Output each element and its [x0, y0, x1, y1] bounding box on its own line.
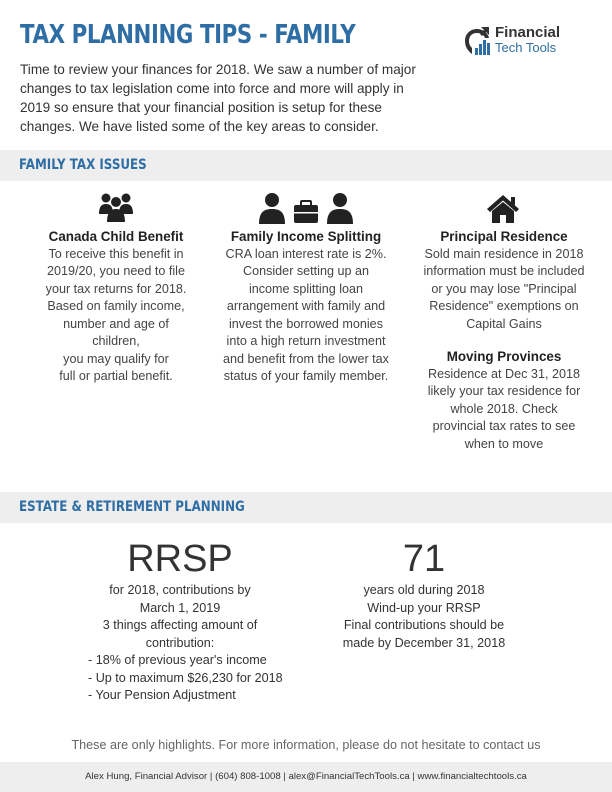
people-briefcase-icon — [258, 192, 354, 224]
company-logo — [462, 24, 582, 60]
splitting-line: into a high return investment — [226, 334, 386, 348]
closing-note: These are only highlights. For more information, please do not hesitate to contact us — [71, 738, 541, 752]
section-title-estate: ESTATE & RETIREMENT PLANNING — [19, 499, 245, 515]
brain-bars-logo-icon — [462, 26, 492, 58]
benefit-line: full or partial benefit. — [59, 369, 173, 383]
family-group-icon — [98, 192, 134, 222]
section-title-family: FAMILY TAX ISSUES — [19, 157, 147, 173]
section-header-family — [0, 150, 612, 181]
family-income-splitting-block — [212, 228, 400, 386]
rrsp-factor-list — [88, 652, 283, 705]
moving-line: provincial tax rates to see — [432, 419, 576, 433]
list-item: - Up to maximum $26,230 for 2018 — [88, 670, 283, 685]
rrsp-line: 3 things affecting amount of — [102, 618, 258, 632]
residence-line: information must be included — [423, 264, 585, 278]
principal-residence-title: Principal Residence — [440, 229, 568, 244]
rrsp-line: contribution: — [145, 635, 215, 650]
splitting-line: CRA loan interest rate is 2%. — [225, 246, 387, 261]
canada-child-benefit-title: Canada Child Benefit — [48, 229, 184, 244]
residence-line: or you may lose "Principal — [431, 281, 577, 296]
age-line: made by December 31, 2018 — [342, 635, 506, 650]
residence-line: Capital Gains — [466, 316, 542, 331]
residence-line: Residence" exemptions on — [429, 299, 579, 313]
moving-line: whole 2018. Check — [450, 401, 558, 416]
residence-line: Sold main residence in 2018 — [424, 246, 584, 261]
moving-provinces-block — [420, 348, 588, 453]
splitting-line: income splitting loan — [248, 281, 364, 296]
age-line: Final contributions should be — [343, 618, 505, 632]
benefit-line: children, — [92, 334, 140, 348]
age-headline: 71 — [402, 538, 446, 580]
splitting-line: invest the borrowed monies — [228, 316, 383, 331]
list-item: - Your Pension Adjustment — [88, 688, 236, 702]
benefit-line: Based on family income, — [47, 299, 185, 313]
benefit-line: you may qualify for — [63, 351, 169, 366]
list-item: - 18% of previous year's income — [88, 653, 267, 667]
rrsp-details — [80, 582, 280, 652]
moving-provinces-title: Moving Provinces — [446, 349, 562, 364]
section-header-estate — [0, 492, 612, 523]
moving-line: when to move — [464, 436, 544, 451]
rrsp-line: March 1, 2019 — [139, 600, 221, 615]
rrsp-headline: RRSP — [127, 538, 233, 580]
rrsp-line: for 2018, contributions by — [109, 583, 251, 597]
moving-line: Residence at Dec 31, 2018 — [428, 366, 580, 381]
splitting-line: and benefit from the lower tax — [223, 351, 389, 366]
income-splitting-title: Family Income Splitting — [230, 229, 382, 244]
benefit-line: To receive this benefit in — [48, 246, 184, 261]
intro-paragraph: Time to review your finances for 2018. We saw a number of major changes to tax legislation come into force and more will apply in 2019 so ensure that your financial position is setup for these changes. We have listed some of the key areas to consider. — [20, 62, 416, 134]
age-details — [324, 582, 524, 652]
logo-text-financial: Financial — [495, 24, 561, 41]
splitting-line: arrangement with family and — [226, 299, 386, 313]
splitting-line: Consider setting up an — [242, 264, 370, 278]
principal-residence-block — [420, 228, 588, 333]
logo-text-tech-tools: Tech Tools — [495, 40, 557, 55]
benefit-line: number and age of — [63, 316, 169, 331]
canada-child-benefit-block — [30, 228, 202, 386]
age-line: Wind-up your RRSP — [367, 600, 481, 615]
moving-line: likely your tax residence for — [427, 384, 581, 398]
splitting-line: status of your family member. — [223, 369, 389, 383]
page-title: TAX PLANNING TIPS - FAMILY — [20, 20, 356, 50]
age-line: years old during 2018 — [363, 583, 485, 597]
footer-contact: Alex Hung, Financial Advisor | (604) 808-1008 | alex@FinancialTechTools.ca | www.financialtechtools.ca — [85, 771, 527, 782]
footer — [0, 762, 612, 792]
benefit-line: 2019/20, you need to file — [47, 264, 185, 278]
benefit-line: your tax returns for 2018. — [45, 281, 187, 296]
house-icon — [486, 194, 520, 224]
